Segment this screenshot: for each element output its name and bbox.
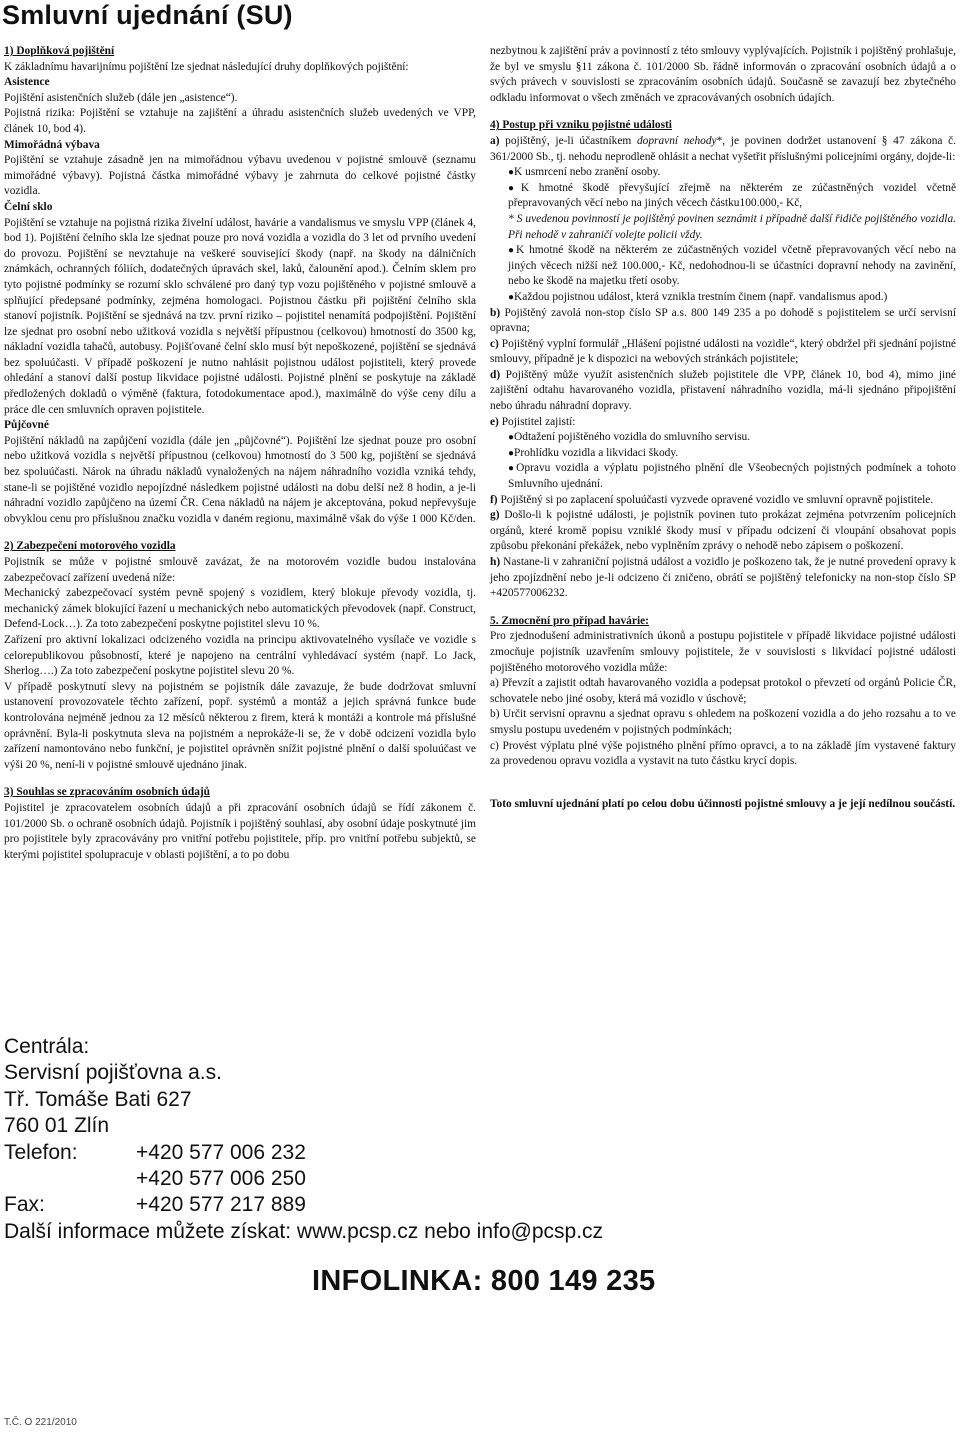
company-street: Tř. Tomáše Bati 627 xyxy=(4,1087,192,1111)
item-g xyxy=(490,508,956,555)
phone-row-2 xyxy=(4,1166,603,1192)
more-info[interactable]: Další informace můžete získat: www.pcsp.cz nebo info@pcsp.cz xyxy=(4,1219,604,1243)
page-title: Smluvní ujednání (SU) xyxy=(2,0,293,30)
asistence-text-1: Pojištění asistenčních služeb (dále jen „asistence“). xyxy=(4,91,238,104)
item-e-label: e) xyxy=(490,415,499,428)
fax-label: Fax: xyxy=(4,1193,45,1217)
infolinka-banner: INFOLINKA: 800 149 235 xyxy=(312,1265,656,1297)
spacer xyxy=(490,782,956,797)
item-b xyxy=(490,306,956,337)
item-e-text: Pojistitel zajistí: xyxy=(501,415,576,428)
item-f-text: Pojištěný si po zaplacení spoluúčasti vyzvede opravené vozidlo ve smluvní opravně pojistitele. xyxy=(500,493,934,506)
closing-statement: Toto smluvní ujednání platí po celou dobu účinnosti pojistné smlouvy a je její nedílnou součástí. xyxy=(490,797,956,810)
section-4-heading: 4) Postup při vzniku pojistné události xyxy=(490,119,672,132)
section-3-text: Pojistitel je zpracovatelem osobních údajů a při zpracování osobních údajů se řídí zákonem č. 101/2000 Sb. o ochraně osobních údajů. Pojistník i pojištěný souhlasí, aby osobní údaje poskytnuté jim pro pojistitele byly zpracovávány pro vnitřní potřebu pojistitele, příp. pro vnitřní potřebu subjektů, se kterými pojistitel spolupracuje v oblasti pojištění, a to po dobu xyxy=(4,801,476,861)
item-e-bullet-3: ● Opravu vozidla a výplatu pojistného plnění dle Všeobecných pojistných podmínek a tohoto Smluvního ujednání. xyxy=(490,461,956,492)
spacer xyxy=(4,773,476,785)
right-column xyxy=(490,44,956,812)
phone-2[interactable]: +420 577 006 250 xyxy=(136,1167,306,1191)
section-2-text-2: Mechanický zabezpečovací systém pevně spojený s vozidlem, který blokuje převody vozidla, tj. mechanický zámek blokující řazení u mechanických nebo automatických převodovek (např. Construct, Defend-Lock…). Za toto zabezpečení poskytne pojistitel slevu 10 %. xyxy=(4,587,476,631)
section-5-item-a: a) Převzít a zajistit odtah havarovaného vozidla a podepsat protokol o převzetí od orgánů Policie ČR, schovatele nebo jiné osoby, která má vozidlo v úschově; xyxy=(490,677,956,705)
item-e xyxy=(490,415,956,431)
section-2-text-3: Zařízení pro aktivní lokalizaci odcizeného vozidla na principu aktivovatelného vysílače ve vozidle s celorepublikovou působností, které je napojeno na centrální vyhledávací systém (např. Lo Jack, Sherlog….) Za toto zabezpečení poskytne pojistitel slevu 20 %. xyxy=(4,633,476,678)
item-h-label: h) xyxy=(490,556,501,568)
section-2-text-1: Pojistník se může v pojistné smlouvě zavázat, že na motorovém vozidle budou instalována zabezpečovací zařízení uvedená níže: xyxy=(4,556,476,584)
item-g-text: Došlo-li k pojistné události, je pojistník povinen tuto prokázat zejména potvrzením policejních orgánů, které kromě popisu vzniklé škody musí v případu odcizení či vloupání obsahovat popis způsobu překonání překážek, nebo vyplněním zprávy o nehodě nebo zápisem o poškození. xyxy=(490,509,956,553)
asistence-text-2: Pojistná rizika: Pojištění se vztahuje na zajištění a úhradu asistenčních služeb uvedených ve VPP, článek 10, bod 4). xyxy=(4,107,476,135)
vybava-text: Pojištění se vztahuje zásadně jen na mimořádnou výbavu uvedenou v pojistné smlouvě (seznamu mimořádné výbavy). Pojistná částka mimořádné výbavy je zahrnuta do celkové pojistné částky vozidla. xyxy=(4,154,476,198)
vybava-title: Mimořádná výbava xyxy=(4,138,100,151)
item-e-bullet-1: ● Odtažení pojištěného vozidla do smluvního servisu. xyxy=(490,430,956,446)
item-a-bullet-2: ● K hmotné škodě převyšující zřejmě na některém ze zúčastněných vozidel včetně přepravovaných věcí nebo na jiných věcech částku100.000,- Kč, xyxy=(490,181,956,212)
item-g-label: g) xyxy=(490,509,500,522)
item-b-text: Pojištěný zavolá non-stop číslo SP a.s. 800 149 235 a po dohodě s pojistitelem se určí servisní opravna; xyxy=(490,306,956,335)
spacer xyxy=(490,106,956,118)
section-2-text-4: V případě poskytnutí slevy na pojistném se pojistník dále zavazuje, že bude dodržovat smluvní ustanovení provozovatele těchto zařízení, popř. systémů a montáž a jejich správná funkce bude kontrolována nejméně jednou za 12 měsíců některou z firem, která k montáži a kontrole má příslušné oprávnění. Byla-li poskytnuta sleva na pojistném a neprokáže-li se, že v době odcizení vozidla bylo zařízení namontováno nebo funkční, je pojistitel oprávněn snížit pojistné plnění o další spoluúčast ve výši 20 %, není-li v pojistné smlouvě ujednáno jinak. xyxy=(4,680,476,771)
item-d xyxy=(490,368,956,415)
item-a-label: a) xyxy=(490,134,500,147)
phone-1[interactable]: +420 577 006 232 xyxy=(136,1140,306,1164)
left-column xyxy=(4,44,476,863)
sklo-title: Čelní sklo xyxy=(4,200,53,213)
section-5-intro: Pro zjednodušení administrativních úkonů a postupu pojistitele v případě likvidace pojistné události zmocňuje pojistník uzavřením smlouvy pojistitele, že v souvislosti s likvidací pojistné události pojištěného motorového vozidla může: xyxy=(490,630,956,674)
item-f-label: f) xyxy=(490,493,498,506)
item-a-bullet-4: ● Každou pojistnou událost, která vznikla trestním činem (např. vandalismus apod.) xyxy=(490,290,956,306)
section-5-item-c: c) Provést výplatu plné výše pojistného plnění přímo opravci, a to na základě jím vystavené faktury za provedenou opravu vozidla a vystavit na tuto částku krycí dopis. xyxy=(490,739,956,768)
company-city: 760 01 Zlín xyxy=(4,1114,110,1138)
phone-label: Telefon: xyxy=(4,1140,78,1164)
phone-row-1 xyxy=(4,1140,603,1166)
item-a-bullet-3: ● K hmotné škodě na některém ze zúčastněných vozidel včetně přepravovaných věcí nebo na jiných věcech nižší než 100.000,- Kč, nedohodnou-li se účastníci dopravní nehody na zavinění, nebo ke škodě na majetku třetí osoby. xyxy=(490,243,956,290)
spacer xyxy=(490,602,956,614)
item-d-text: Pojištěný může využít asistenčních služeb pojistitele dle VPP, článek 10, bod 4), mimo jiné zajištění odtahu havarovaného vozidla, přistavení náhradního vozidla, má-li sjednáno připojištění nebo úhradu náhradní dopravy. xyxy=(490,368,956,413)
pujcovne-title: Půjčovné xyxy=(4,419,49,432)
item-c-text: Pojištěný vyplní formulář „Hlášení pojistné události na vozidle“, který obdržel při sjednání pojistné smlouvy, případně je k dispozici na webových stránkách pojistitele; xyxy=(490,337,956,366)
company-name: Servisní pojišťovna a.s. xyxy=(4,1061,222,1085)
item-d-label: d) xyxy=(490,368,501,381)
item-h-text: Nastane-li v zahraniční pojistná událost a vozidlo je poškozeno tak, že je nutné provedení opravy k jeho zpojízdnění nebo je-li odcizeno či zničeno, obrátí se pojištěný telefonicky na non-stop číslo SP +420577006232. xyxy=(490,556,956,600)
contact-heading: Centrála: xyxy=(4,1035,90,1058)
asistence-title: Asistence xyxy=(4,76,50,89)
section-5-item-b: b) Určit servisní opravnu a sjednat opravu s ohledem na poškození vozidla a do jeho rozsahu a to ve smyslu postupu uvedeném v pojistných podmínkách; xyxy=(490,708,956,736)
item-a-text-1: pojištěný, je-li účastníkem xyxy=(505,134,637,147)
spacer xyxy=(490,770,956,782)
section-3-continued: nezbytnou k zajištění práv a povinností z této smlouvy vyplývajících. Pojistník i pojištěný prohlašuje, že byl ve smyslu §11 zákona č. 101/2000 Sb. řádně informován o zpracování osobních údajů a o svých právech v souvislosti se zpracováním osobních údajů. Současně se zavazují bez zbytečného odkladu informovat o všech změnách ve zpracovávaných osobních údajích. xyxy=(490,45,956,104)
spacer xyxy=(4,527,476,539)
item-f xyxy=(490,493,956,509)
item-a-note: * S uvedenou povinností je pojištěný povinen seznámit i případně další řidiče pojištěného vozidla. Při nehodě v zahraničí volejte policii vždy. xyxy=(508,212,956,241)
item-e-bullet-2: ● Prohlídku vozidla a likvidaci škody. xyxy=(490,446,956,462)
pujcovne-text: Pojištění nákladů na zapůjčení vozidla (dále jen „půjčovné“). Pojištění lze sjednat pouze pro osobní nebo užitková vozidla s největší přípustnou (celkovou) hmotností do 3 500 kg, pojištění se sjednává bez spoluúčasti. Nárok na úhradu nákladů vynaložených na nájem náhradního vozidla vzniká tehdy, stane-li se pojištěné vozidlo nepojízdné následkem pojistné události na dobu delší než 8 hodin, a je-li náhradní vozidlo zapůjčeno na území ČR. Cena nákladů na nájem je akceptována, pokud nepřevyšuje obvyklou cenu pro příslušnou značku vozidla v daném regionu, maximálně však do výše 1 000 Kč/den. xyxy=(4,434,476,525)
item-a-bullet-1: ● K usmrcení nebo zranění osoby. xyxy=(490,165,956,181)
contact-block xyxy=(4,1034,603,1245)
section-3-heading: 3) Souhlas se zpracováním osobních údajů xyxy=(4,786,211,799)
item-h xyxy=(490,555,956,602)
item-a-italic: dopravní nehody xyxy=(636,134,717,147)
item-b-label: b) xyxy=(490,306,501,319)
fax-row xyxy=(4,1192,603,1218)
section-1-heading: 1) Doplňková pojištění xyxy=(4,45,115,57)
fax-number: +420 577 217 889 xyxy=(136,1193,306,1217)
document-code: T.Č. O 221/2010 xyxy=(4,1417,77,1428)
item-c-label: c) xyxy=(490,337,499,350)
item-a xyxy=(490,134,956,165)
section-1-intro: K základnímu havarijnímu pojištění lze sjednat následující druhy doplňkových pojištění: xyxy=(4,60,409,73)
item-a-text-2: *, je povinen dodržet ustanovení § 47 zákona č. 361/2000 Sb., tj. nehodu neprodleně ohlásit a nechat vyšetřit příslušnými policejními orgány, dojde-li: xyxy=(490,134,956,163)
section-2-heading: 2) Zabezpečení motorového vozidla xyxy=(4,540,176,553)
item-c xyxy=(490,337,956,368)
sklo-text: Pojištění se vztahuje na pojistná rizika živelní událost, havárie a vandalismus ve smyslu VPP (článek 4, bod 1). Pojištění čelního skla lze sjednat pouze pro nová vozidla a vozidla do 3 let od prvního uvedení do provozu. Pojištění se nevztahuje na veškeré související škody (např. na škody na dálničních známkách, ochranných fóliích, dodatečných úpravách skel, laků, čalounění apod.). Čelním sklem pro tyto pojistné podmínky se rozumí sklo schválené pro daný typ vozu pojištěného v pojistné smlouvě a splňující předepsané podmínky, zejména homologaci. Pojistnou částku při pojištění čelního skla stanoví pojistník. Pojištění se sjednává na tzv. první riziko – pojistitel nenamítá podpojištění. Pojištění lze sjednat pro osobní nebo užitková vozidla s největší přípustnou (celkovou) hmotností do 3500 kg, nákladní vozidla tahačů, autobusy. Pojišťované čelní sklo musí být nepoškozené, pojištění se sjednává bez spoluúčasti. V případě poškození je nutno nahlásit pojistnou událost pojistiteli, který provede ohledání a stanoví další postup likvidace pojistné události. Pojistné plnění se poskytuje na základě předložených dokladů o výměně (faktura, fotodokumentace apod.), maximálně do výše ceny dílu a práce dle cen smluvních opraven pojistitele. xyxy=(4,216,476,416)
section-5-heading: 5. Zmocnění pro případ havárie: xyxy=(490,614,649,627)
